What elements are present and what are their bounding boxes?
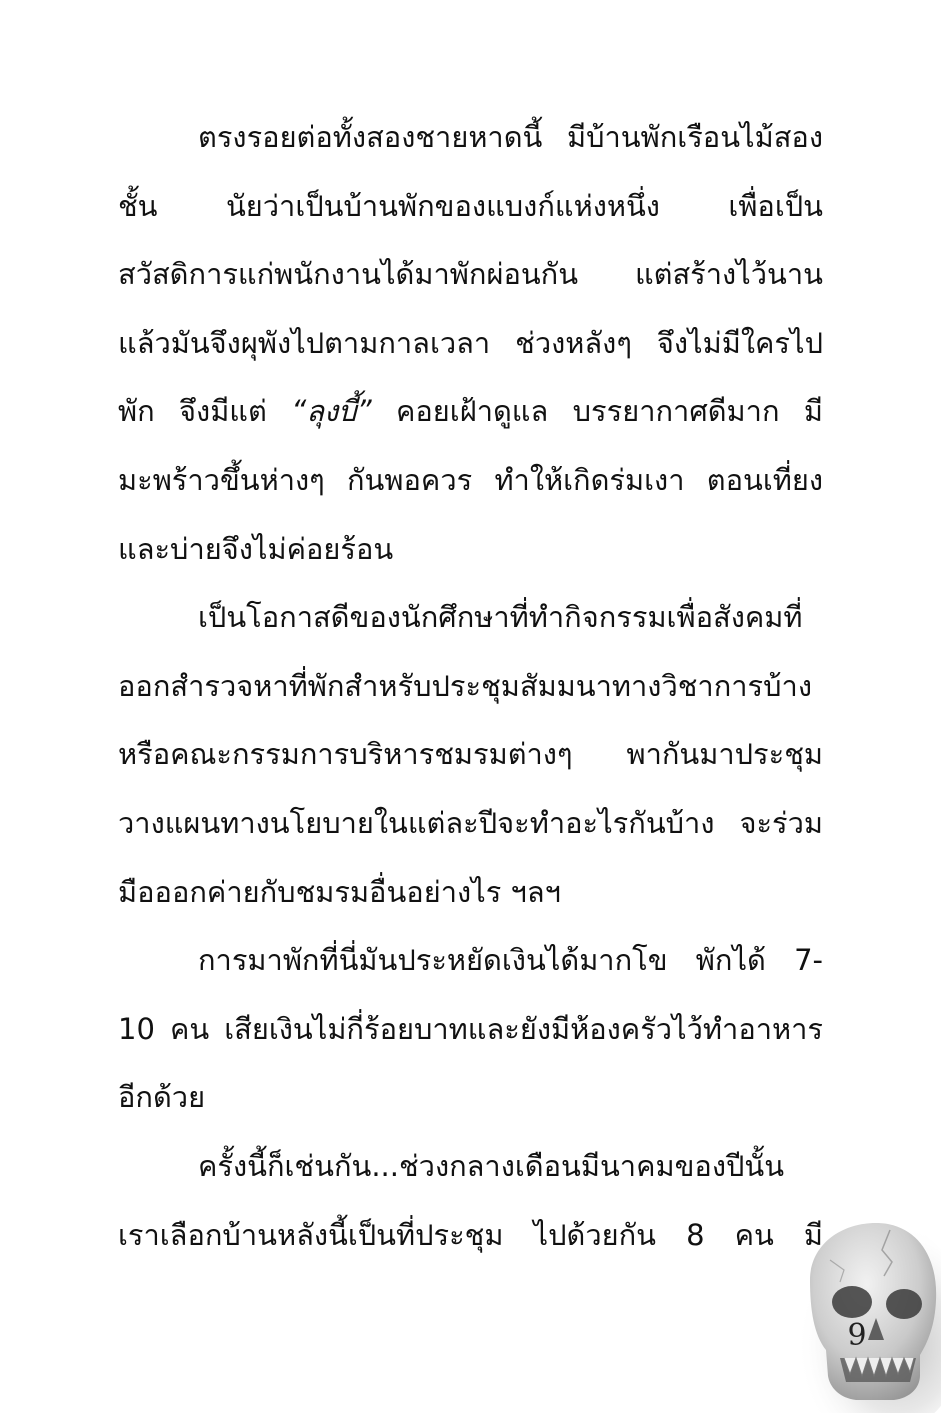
text-run: แล้วมันจึงผุพังไปตามกาลเวลา ช่วงหลังๆ จึงไม่มีใครไป [118,325,823,360]
paragraph-1-line-6 [118,451,823,520]
text-run: เราเลือกบ้านหลังนี้เป็นที่ประชุม ไปด้วยกัน 8 คน มี [118,1217,823,1252]
text-run: วางแผนทางนโยบายในแต่ละปีจะทำอะไรกันบ้าง จะร่วม [118,805,823,840]
paragraph-1-line-4 [118,314,823,383]
paragraph-2-line-2 [118,657,823,726]
paragraph-4-line-1 [118,1137,823,1206]
paragraph-3-line-2 [118,1000,823,1069]
body-text [118,108,823,1274]
text-run: ครั้งนี้ก็เช่นกัน...ช่วงกลางเดือนมีนาคมของปีนั้น [198,1148,785,1183]
text-run: การมาพักที่นี่มันประหยัดเงินได้มากโข พักได้ 7- [198,943,823,978]
paragraph-1-line-7 [118,520,823,589]
skull-icon [770,1210,941,1413]
paragraph-3-line-1 [118,931,823,1000]
text-run: และบ่ายจึงไม่ค่อยร้อน [118,531,394,566]
page-number: 9 [847,1318,867,1353]
paragraph-2-line-5 [118,863,823,932]
paragraph-1-line-1 [118,108,823,177]
paragraph-2-line-1 [118,588,823,657]
paragraph-2-line-3 [118,725,823,794]
paragraph-2-line-4 [118,794,823,863]
text-run: หรือคณะกรรมการบริหารชมรมต่างๆ พากันมาประชุม [118,737,823,772]
paragraph-4-line-2 [118,1206,823,1275]
text-run: เป็นโอกาสดีของนักศึกษาที่ทำกิจกรรมเพื่อสังคมที่ [198,600,803,635]
paragraph-3-line-3 [118,1068,823,1137]
text-run: พัก จึงมีแต่ [118,394,292,429]
paragraph-1-line-2 [118,177,823,246]
text-run: สวัสดิการแก่พนักงานได้มาพักผ่อนกัน แต่สร้างไว้นาน [118,257,823,292]
text-run: มะพร้าวขึ้นห่างๆ กันพอควร ทำให้เกิดร่มเงา ตอนเที่ยง [118,462,823,497]
text-run: ชั้น นัยว่าเป็นบ้านพักของแบงก์แห่งหนึ่ง เพื่อเป็น [118,188,823,223]
text-run: อีกด้วย [118,1080,206,1115]
paragraph-1-line-5 [118,382,823,451]
text-run: มือออกค่ายกับชมรมอื่นอย่างไร ฯลฯ [118,874,561,909]
text-run: 10 คน เสียเงินไม่กี่ร้อยบาทและยังมีห้องครัวไว้ทำอาหาร [118,1011,823,1046]
paragraph-1-line-3 [118,245,823,314]
text-run: ตรงรอยต่อทั้งสองชายหาดนี้ มีบ้านพักเรือนไม้สอง [198,120,823,154]
text-run: คอยเฝ้าดูแล บรรยากาศดีมาก มี [371,394,824,429]
text-run: ออกสำรวจหาที่พักสำหรับประชุมสัมมนาทางวิชาการบ้าง [118,668,812,703]
quoted-name: “ลุงบี้” [291,394,372,429]
